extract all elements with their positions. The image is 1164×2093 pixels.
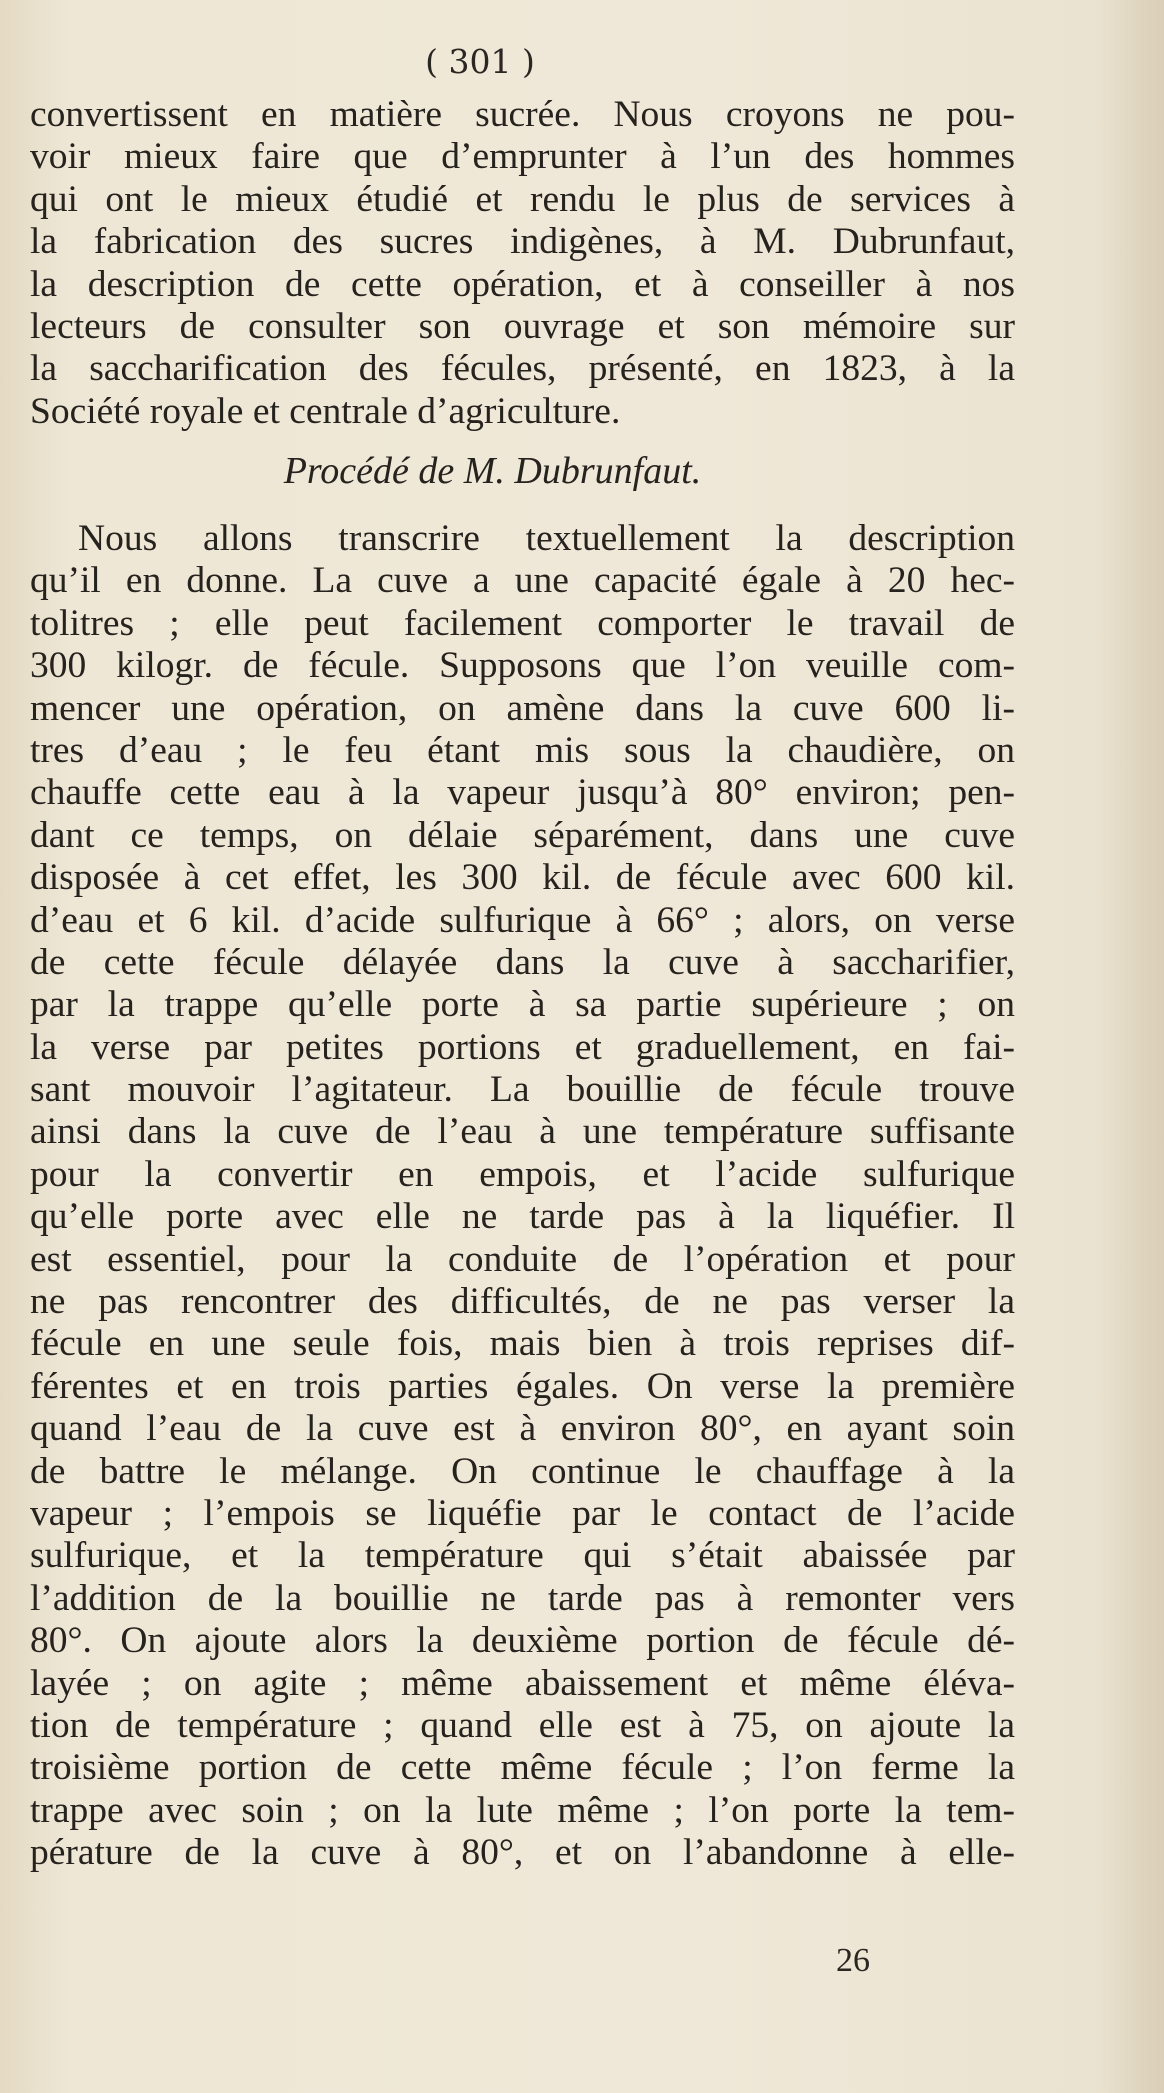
text-line: Société royale et centrale d’agriculture. xyxy=(30,390,621,432)
text-line: est essentiel, pour la conduite de l’opération et pour xyxy=(30,1238,1015,1280)
text-line: tolitres ; elle peut facilement comporter le travail de xyxy=(30,602,1015,644)
page-number: ( 301 ) xyxy=(425,42,535,81)
text-line: trappe avec soin ; on la lute même ; l’on porte la tem- xyxy=(30,1789,1015,1831)
text-line: tres d’eau ; le feu étant mis sous la chaudière, on xyxy=(30,729,1015,771)
text-line: qu’il en donne. La cuve a une capacité égale à 20 hec- xyxy=(30,560,1015,602)
text-line: quand l’eau de la cuve est à environ 80°, en ayant soin xyxy=(30,1408,1015,1450)
text-line: la description de cette opération, et à conseiller à nos xyxy=(30,263,1015,305)
text-line: d’eau et 6 kil. d’acide sulfurique à 66° ; alors, on verse xyxy=(30,899,1015,941)
text-line: lecteurs de consulter son ouvrage et son mémoire sur xyxy=(30,305,1015,347)
main-paragraph xyxy=(30,518,1015,1875)
text-line: de cette fécule délayée dans la cuve à saccharifier, xyxy=(30,941,1015,983)
text-line: l’addition de la bouillie ne tarde pas à remonter vers xyxy=(30,1577,1015,1619)
text-line: ainsi dans la cuve de l’eau à une température suffisante xyxy=(30,1111,1015,1153)
text-line: la saccharification des fécules, présenté, en 1823, à la xyxy=(30,348,1015,390)
text-line: layée ; on agite ; même abaissement et même éléva- xyxy=(30,1662,1015,1704)
text-line: 80°. On ajoute alors la deuxième portion de fécule dé- xyxy=(30,1620,1015,1662)
text-line: mencer une opération, on amène dans la cuve 600 li- xyxy=(30,687,1015,729)
text-line: chauffe cette eau à la vapeur jusqu’à 80° environ; pen- xyxy=(30,772,1015,814)
text-line: sant mouvoir l’agitateur. La bouillie de fécule trouve xyxy=(30,1069,1015,1111)
text-line: sulfurique, et la température qui s’était abaissée par xyxy=(30,1535,1015,1577)
text-line: fécule en une seule fois, mais bien à trois reprises dif- xyxy=(30,1323,1015,1365)
text-line: tion de température ; quand elle est à 75, on ajoute la xyxy=(30,1704,1015,1746)
text-line: pour la convertir en empois, et l’acide sulfurique xyxy=(30,1153,1015,1195)
text-line: ne pas rencontrer des difficultés, de ne pas verser la xyxy=(30,1281,1015,1323)
text-line: qui ont le mieux étudié et rendu le plus de services à xyxy=(30,178,1015,220)
catchword: 26 xyxy=(836,1942,870,1979)
text-line: voir mieux faire que d’emprunter à l’un des hommes xyxy=(30,136,1015,178)
text-line: 300 kilogr. de fécule. Supposons que l’on veuille com- xyxy=(30,645,1015,687)
section-heading: Procédé de M. Dubrunfaut. xyxy=(283,450,702,492)
text-line: férentes et en trois parties égales. On verse la première xyxy=(30,1365,1015,1407)
text-line: troisième portion de cette même fécule ; l’on ferme la xyxy=(30,1747,1015,1789)
text-line: la fabrication des sucres indigènes, à M. Dubrunfaut, xyxy=(30,221,1015,263)
text-line: pérature de la cuve à 80°, et on l’abandonne à elle- xyxy=(30,1832,1015,1874)
text-line: par la trappe qu’elle porte à sa partie supérieure ; on xyxy=(30,984,1015,1026)
text-line: dant ce temps, on délaie séparément, dans une cuve xyxy=(30,814,1015,856)
text-line: vapeur ; l’empois se liquéfie par le contact de l’acide xyxy=(30,1492,1015,1534)
text-line: de battre le mélange. On continue le chauffage à la xyxy=(30,1450,1015,1492)
text-line: la verse par petites portions et graduellement, en fai- xyxy=(30,1026,1015,1068)
text-line: qu’elle porte avec elle ne tarde pas à la liquéfier. Il xyxy=(30,1196,1015,1238)
text-line: convertissent en matière sucrée. Nous croyons ne pou- xyxy=(30,94,1015,135)
text-line: disposée à cet effet, les 300 kil. de fécule avec 600 kil. xyxy=(30,857,1015,899)
top-paragraph xyxy=(30,94,1015,433)
text-line: Nous allons transcrire textuellement la description xyxy=(78,518,1015,559)
